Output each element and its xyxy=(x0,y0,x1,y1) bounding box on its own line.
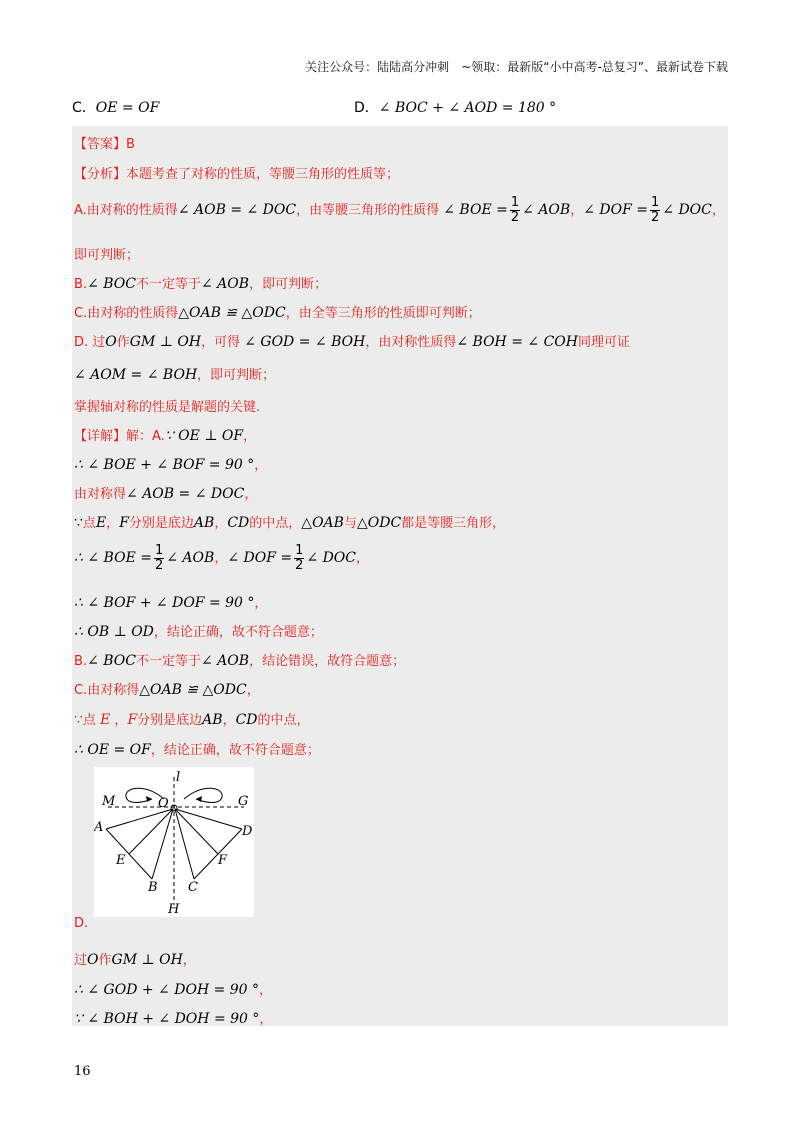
fraction-half xyxy=(154,544,164,573)
label-g: G xyxy=(238,794,249,809)
math: ∵ xyxy=(74,515,83,531)
math: ∵ xyxy=(74,712,83,728)
math: E xyxy=(100,712,111,728)
text: ， xyxy=(254,596,268,611)
rotation-arc-right xyxy=(184,788,222,802)
fraction-half xyxy=(294,544,304,573)
detail-line-4 xyxy=(74,512,505,531)
text: ，结论正确，故不符合题意； xyxy=(150,743,320,758)
math: ∴ OB ⊥ OD xyxy=(74,624,154,640)
math: ∠ AOB xyxy=(522,202,571,218)
header-note: 关注公众号：陆陆高分冲刺 ~领取：最新版“小中高考-总复习”、最新试卷下载 xyxy=(305,60,728,74)
detail-line-13 xyxy=(74,979,272,998)
text: 过 xyxy=(74,953,88,968)
text: 作 xyxy=(116,335,130,350)
text: 分别是底边 xyxy=(128,516,194,531)
detail-line-14 xyxy=(74,1008,272,1027)
text: 【详解】解：A. xyxy=(74,429,165,444)
math: ∠ AOB xyxy=(166,550,215,566)
label-c: C xyxy=(188,880,198,895)
math: ∠ DOC xyxy=(662,202,712,218)
label-h: H xyxy=(168,902,180,917)
denominator: 2 xyxy=(295,558,304,573)
label-e: E xyxy=(116,853,126,868)
math: △OAB ≌ △ODC xyxy=(139,682,247,698)
math: ∠ BOH = ∠ COH xyxy=(456,334,578,350)
analysis-d-line1 xyxy=(74,331,630,350)
math: ∠ AOM = ∠ BOH xyxy=(74,367,198,383)
analysis-d-line2 xyxy=(74,364,275,383)
label-f: F xyxy=(218,853,228,868)
math: ∠ DOF = xyxy=(583,202,648,218)
detail-line-7 xyxy=(74,621,323,640)
text: D. 过 xyxy=(74,335,106,350)
fraction-half xyxy=(510,196,520,225)
analysis-intro: 【分析】本题考查了对称的性质，等腰三角形的性质等； xyxy=(74,167,400,182)
math: O xyxy=(105,334,117,350)
text: 点 xyxy=(82,516,96,531)
option-d xyxy=(354,97,556,117)
text: 的中点， xyxy=(257,713,310,728)
detail-line-8 xyxy=(74,650,405,669)
math: AB xyxy=(193,515,215,531)
text: 与 xyxy=(343,516,357,531)
math: ∴ ∠ BOF + ∠ DOF = 90 ° xyxy=(74,595,255,611)
text: ， xyxy=(254,458,268,473)
numerator: 1 xyxy=(295,543,304,558)
geometry-figure-svg xyxy=(94,767,254,917)
math: △OAB xyxy=(301,515,344,531)
text: ， xyxy=(182,953,196,968)
math: ∠ AOB = ∠ DOC xyxy=(177,202,297,218)
text: ，由对称性质得 xyxy=(365,335,457,350)
math: ∠ BOC xyxy=(87,276,136,292)
math: ∠ AOB xyxy=(201,276,250,292)
analysis-a-line2: 即可判断； xyxy=(74,248,140,263)
numerator: 1 xyxy=(510,195,520,210)
math: ∠ DOF = xyxy=(227,550,293,566)
math: ∵ ∠ BOH + ∠ DOH = 90 ° xyxy=(74,1011,260,1027)
text: ， xyxy=(243,429,257,444)
math: CD xyxy=(235,712,258,728)
math: ∠ AOB = ∠ DOC xyxy=(126,486,245,502)
label-d: D xyxy=(242,824,253,839)
text: 不一定等于 xyxy=(135,277,201,292)
text: ，结论正确，故不符合题意； xyxy=(153,625,323,640)
math: ∠ AOB xyxy=(201,653,250,669)
math: O xyxy=(87,952,99,968)
text: ， xyxy=(711,203,725,218)
label-a: A xyxy=(94,820,104,835)
math: ∠ BOC xyxy=(87,653,136,669)
text: A.由对称的性质得 xyxy=(74,203,178,218)
math: ∵ OE ⊥ OF xyxy=(164,428,244,444)
text: ，即可判断； xyxy=(197,368,276,383)
text: ， xyxy=(214,516,228,531)
text: 不一定等于 xyxy=(135,654,201,669)
math: ∠ GOD = ∠ BOH xyxy=(244,334,366,350)
denominator: 2 xyxy=(154,558,164,573)
math: ∴ ∠ BOE + ∠ BOF = 90 ° xyxy=(74,457,255,473)
text: ， xyxy=(356,551,370,566)
detail-line-1 xyxy=(74,425,256,444)
arrow-head-right xyxy=(196,796,202,802)
options-row xyxy=(72,97,732,119)
text: 都是等腰三角形， xyxy=(401,516,506,531)
math: ∠ BOE = xyxy=(443,202,508,218)
fraction-half xyxy=(650,196,660,225)
math: ∴ ∠ GOD + ∠ DOH = 90 ° xyxy=(74,982,260,998)
detail-line-10 xyxy=(74,709,310,728)
text: ， xyxy=(110,713,128,728)
text: 点 xyxy=(82,713,101,728)
text: ，由等腰三角形的性质得 xyxy=(296,203,444,218)
text: ， xyxy=(106,516,120,531)
text: B. xyxy=(74,654,88,669)
option-c-math: OE = OF xyxy=(95,100,160,116)
option-d-math: ∠ BOC + ∠ AOD = 180 ° xyxy=(378,100,557,116)
text: ， xyxy=(246,683,260,698)
label-m: M xyxy=(102,794,116,809)
detail-d-label: D. xyxy=(74,916,89,931)
analysis-c-line xyxy=(74,302,481,321)
text: C.由对称得 xyxy=(74,683,140,698)
math: △OAB ≌ △ODC xyxy=(178,305,286,321)
text: C.由对称的性质得 xyxy=(74,306,179,321)
text: ，结论错误，故符合题意； xyxy=(249,654,406,669)
analysis-key: 掌握轴对称的性质是解题的关键. xyxy=(74,400,261,415)
text: 分别是底边 xyxy=(137,713,203,728)
answer-line: 【答案】B xyxy=(74,137,135,152)
detail-line-2 xyxy=(74,454,267,473)
text: ， xyxy=(259,983,273,998)
text: ， xyxy=(214,551,228,566)
analysis-a-line1 xyxy=(74,196,725,225)
text: ，即可判断； xyxy=(249,277,328,292)
math: GM ⊥ OH xyxy=(111,952,183,968)
denominator: 2 xyxy=(651,210,660,225)
math: AB xyxy=(202,712,223,728)
text: 由对称得 xyxy=(74,487,127,502)
detail-line-5 xyxy=(74,544,369,573)
math: E xyxy=(95,515,107,531)
numerator: 1 xyxy=(651,195,660,210)
math: ∴ ∠ BOE = xyxy=(74,550,152,566)
text: ， xyxy=(259,1012,273,1027)
math: F xyxy=(119,515,129,531)
denominator: 2 xyxy=(510,210,520,225)
page-number: 16 xyxy=(74,1064,91,1079)
math: F xyxy=(127,712,138,728)
label-b: B xyxy=(148,880,158,895)
numerator: 1 xyxy=(154,543,164,558)
arrow-head-left xyxy=(146,796,152,802)
analysis-b-line xyxy=(74,273,327,292)
text: ， xyxy=(244,487,258,502)
math: ∴ OE = OF xyxy=(74,742,151,758)
detail-line-9 xyxy=(74,679,260,698)
math: GM ⊥ OH xyxy=(129,334,202,350)
text: 同理可证 xyxy=(577,335,630,350)
option-c-label: C． xyxy=(72,100,96,116)
math: ∠ DOC xyxy=(306,550,356,566)
text: ， xyxy=(570,203,584,218)
geometry-figure xyxy=(94,767,254,917)
text: 作 xyxy=(98,953,112,968)
detail-line-3 xyxy=(74,483,257,502)
label-l: l xyxy=(176,770,181,785)
text: ，由全等三角形的性质即可判断； xyxy=(285,306,481,321)
math: CD xyxy=(227,515,250,531)
label-o: O xyxy=(158,796,169,811)
text: ，可得 xyxy=(201,335,245,350)
detail-line-6 xyxy=(74,592,267,611)
detail-line-11 xyxy=(74,739,320,758)
detail-line-12 xyxy=(74,949,196,968)
option-d-label: D． xyxy=(354,100,379,116)
math: △ODC xyxy=(356,515,402,531)
option-c xyxy=(72,97,159,117)
text: 的中点， xyxy=(249,516,302,531)
text: ， xyxy=(222,713,236,728)
text: B. xyxy=(74,277,88,292)
